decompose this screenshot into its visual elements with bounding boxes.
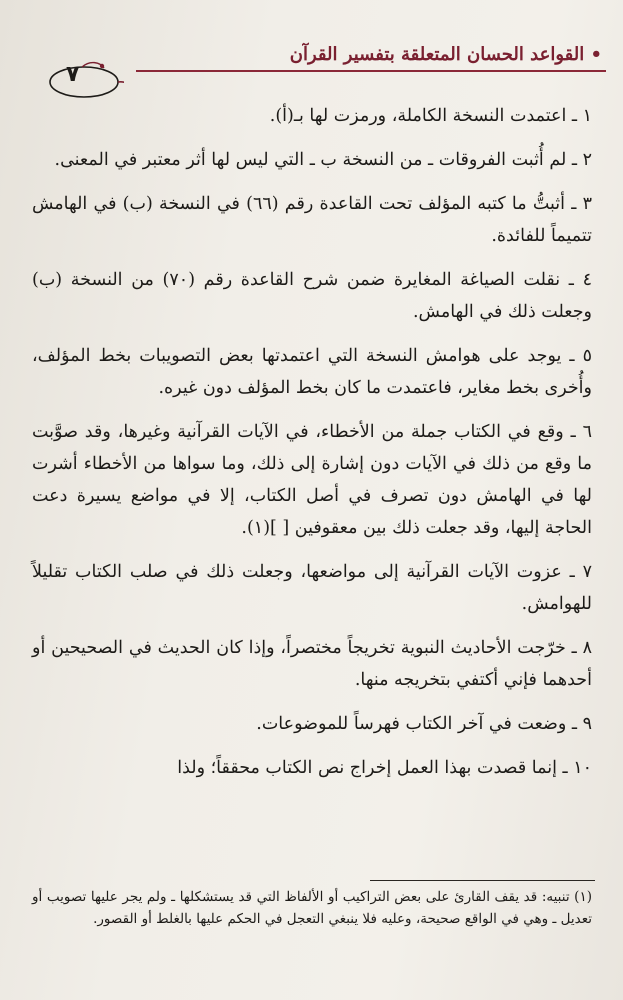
footnote-divider <box>370 880 595 881</box>
list-item: ٤ ـ نقلت الصياغة المغايرة ضمن شرح القاعدة رقم (٧٠) من النسخة (ب) وجعلت ذلك في الهامش. <box>32 270 592 322</box>
page-ornament-icon <box>44 58 124 100</box>
list-item: ٦ ـ وقع في الكتاب جملة من الأخطاء، في الآيات القرآنية وغيرها، وقد صوَّبت ما وقع من ذلك في الآيات دون إشارة إلى ذلك، وما سواها من الأخطاء أشرت لها في الهامش دون تصرف في أصل الكتاب، إلا في مواضع يسيرة دعت الحاجة إليها، وقد جعلت ذلك بين معقوفين [ ](١). <box>32 422 592 538</box>
list-item: ٢ ـ لم أُثبت الفروقات ـ من النسخة ب ـ التي ليس لها أثر معتبر في المعنى. <box>54 150 592 170</box>
list-item: ١ ـ اعتمدت النسخة الكاملة، ورمزت لها بـ(أ). <box>269 106 592 126</box>
header-title: • القواعد الحسان المتعلقة بتفسير القرآن <box>289 44 602 65</box>
header-rule <box>136 70 606 72</box>
running-header <box>28 38 606 108</box>
list-item: ٥ ـ يوجد على هوامش النسخة التي اعتمدتها بعض التصويبات بخط المؤلف، وأُخرى بخط مغاير، فاعتمدت ما كان بخط المؤلف دون غيره. <box>32 346 592 398</box>
list-item: ٧ ـ عزوت الآيات القرآنية إلى مواضعها، وجعلت ذلك في صلب الكتاب تقليلاً للهوامش. <box>32 562 592 614</box>
page-number: ٧ <box>66 62 80 87</box>
footnote: (١) تنبيه: قد يقف القارئ على بعض التراكيب أو الألفاظ التي قد يستشكلها ـ ولم يجر عليها تصويب أو تعديل ـ وهي في الواقع صحيحة، وعليه فلا ينبغي التعجل في الحكم عليها بالغلط أو القصور. <box>32 889 592 927</box>
list-item: ٩ ـ وضعت في آخر الكتاب فهرساً للموضوعات. <box>256 714 592 734</box>
list-item: ١٠ ـ إنما قصدت بهذا العمل إخراج نص الكتاب محققاً؛ ولذا <box>177 758 592 778</box>
main-text <box>32 100 592 796</box>
list-item: ٨ ـ خرّجت الأحاديث النبوية تخريجاً مختصراً، وإذا كان الحديث في الصحيحين أو أحدهما فإني أكتفي بتخريجه منها. <box>32 638 592 690</box>
list-item: ٣ ـ أثبتُّ ما كتبه المؤلف تحت القاعدة رقم (٦٦) في النسخة (ب) في الهامش تتميماً للفائدة. <box>32 194 592 246</box>
